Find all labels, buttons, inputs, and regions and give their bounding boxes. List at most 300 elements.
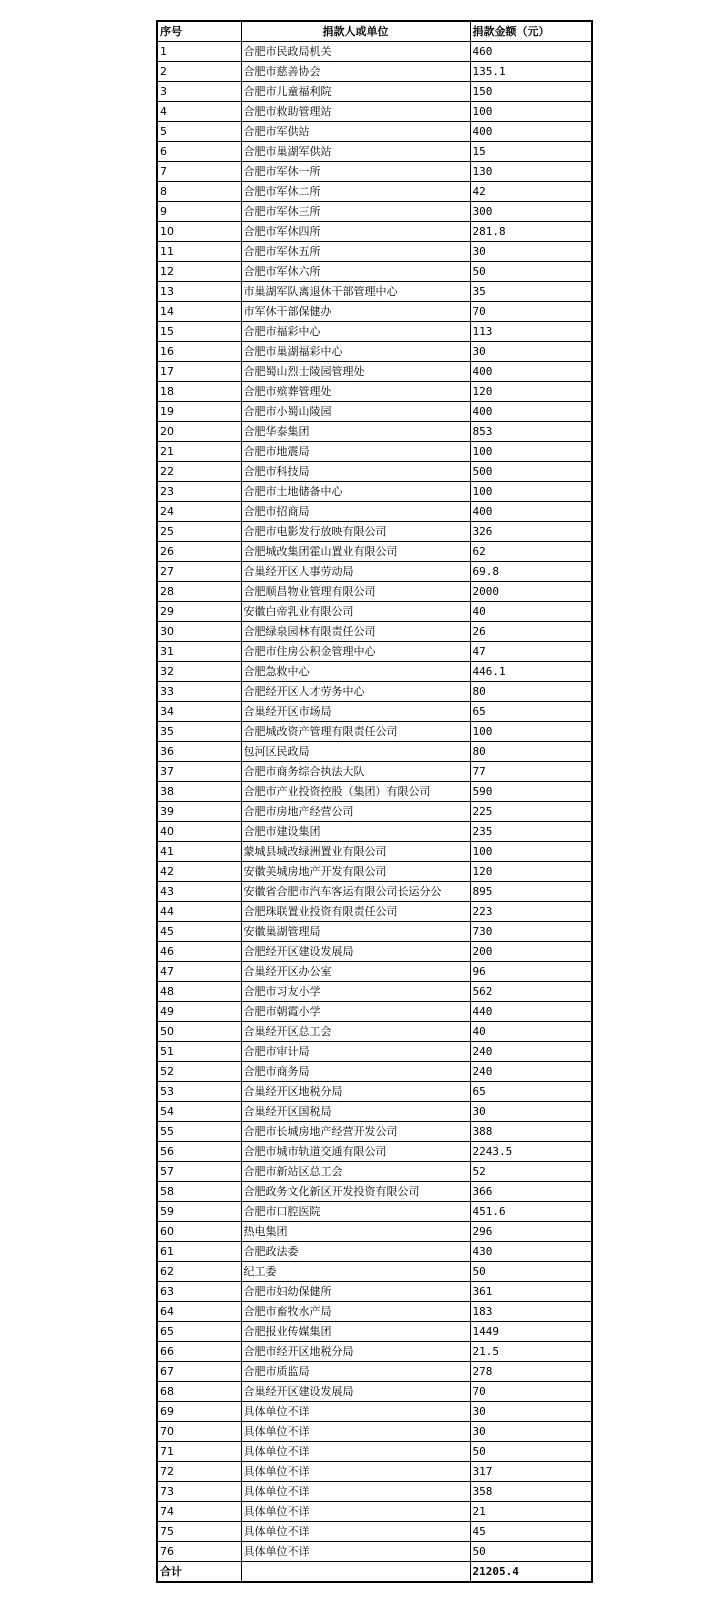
serial-number-cell: 76 — [157, 1542, 241, 1562]
donation-table — [156, 20, 593, 1583]
table-row — [157, 1382, 592, 1402]
serial-number-cell: 52 — [157, 1062, 241, 1082]
amount-cell: 52 — [470, 1162, 592, 1182]
table-row — [157, 662, 592, 682]
amount-cell: 100 — [470, 102, 592, 122]
amount-cell: 80 — [470, 682, 592, 702]
amount-cell: 120 — [470, 382, 592, 402]
table-row — [157, 1042, 592, 1062]
amount-cell: 100 — [470, 842, 592, 862]
table-row — [157, 622, 592, 642]
donor-name-cell: 合肥经开区人才劳务中心 — [241, 682, 470, 702]
header-serial-number: 序号 — [157, 21, 241, 42]
table-row — [157, 362, 592, 382]
donor-name-cell: 合肥市质监局 — [241, 1362, 470, 1382]
serial-number-cell: 25 — [157, 522, 241, 542]
serial-number-cell: 65 — [157, 1322, 241, 1342]
table-row — [157, 1282, 592, 1302]
donor-name-cell: 合肥市房地产经营公司 — [241, 802, 470, 822]
table-row — [157, 582, 592, 602]
donor-name-cell: 合肥市科技局 — [241, 462, 470, 482]
serial-number-cell: 72 — [157, 1462, 241, 1482]
table-row — [157, 842, 592, 862]
donor-name-cell: 合肥市招商局 — [241, 502, 470, 522]
serial-number-cell: 47 — [157, 962, 241, 982]
amount-cell: 130 — [470, 162, 592, 182]
serial-number-cell: 18 — [157, 382, 241, 402]
amount-cell: 96 — [470, 962, 592, 982]
serial-number-cell: 21 — [157, 442, 241, 462]
serial-number-cell: 42 — [157, 862, 241, 882]
serial-number-cell: 53 — [157, 1082, 241, 1102]
amount-cell: 30 — [470, 1422, 592, 1442]
table-row — [157, 1322, 592, 1342]
serial-number-cell: 68 — [157, 1382, 241, 1402]
amount-cell: 70 — [470, 302, 592, 322]
donor-name-cell: 安徽美城房地产开发有限公司 — [241, 862, 470, 882]
donor-name-cell: 具体单位不详 — [241, 1442, 470, 1462]
table-row — [157, 502, 592, 522]
amount-cell: 358 — [470, 1482, 592, 1502]
serial-number-cell: 12 — [157, 262, 241, 282]
amount-cell: 500 — [470, 462, 592, 482]
table-row — [157, 1062, 592, 1082]
donor-name-cell: 安徽巢湖管理局 — [241, 922, 470, 942]
amount-cell: 65 — [470, 702, 592, 722]
donor-name-cell: 合肥市巢湖福彩中心 — [241, 342, 470, 362]
table-row — [157, 322, 592, 342]
table-row — [157, 822, 592, 842]
serial-number-cell: 59 — [157, 1202, 241, 1222]
amount-cell: 45 — [470, 1522, 592, 1542]
amount-cell: 30 — [470, 1102, 592, 1122]
serial-number-cell: 58 — [157, 1182, 241, 1202]
serial-number-cell: 29 — [157, 602, 241, 622]
donor-name-cell: 合肥市救助管理站 — [241, 102, 470, 122]
serial-number-cell: 6 — [157, 142, 241, 162]
donor-name-cell: 合巢经开区办公室 — [241, 962, 470, 982]
donor-name-cell: 具体单位不详 — [241, 1522, 470, 1542]
donor-name-cell: 合肥市慈善协会 — [241, 62, 470, 82]
amount-cell: 296 — [470, 1222, 592, 1242]
amount-cell: 62 — [470, 542, 592, 562]
total-row — [157, 1562, 592, 1583]
donor-name-cell: 具体单位不详 — [241, 1502, 470, 1522]
serial-number-cell: 3 — [157, 82, 241, 102]
donor-name-cell: 合肥市审计局 — [241, 1042, 470, 1062]
donor-name-cell: 安徽白帝乳业有限公司 — [241, 602, 470, 622]
serial-number-cell: 40 — [157, 822, 241, 842]
donor-name-cell: 市军休干部保健办 — [241, 302, 470, 322]
serial-number-cell: 74 — [157, 1502, 241, 1522]
donor-name-cell: 合肥市殡葬管理处 — [241, 382, 470, 402]
table-row — [157, 1002, 592, 1022]
table-row — [157, 382, 592, 402]
amount-cell: 460 — [470, 42, 592, 62]
table-row — [157, 1022, 592, 1042]
table-row — [157, 1302, 592, 1322]
amount-cell: 400 — [470, 122, 592, 142]
amount-cell: 223 — [470, 902, 592, 922]
table-row — [157, 342, 592, 362]
serial-number-cell: 38 — [157, 782, 241, 802]
table-row — [157, 442, 592, 462]
serial-number-cell: 54 — [157, 1102, 241, 1122]
amount-cell: 400 — [470, 362, 592, 382]
amount-cell: 77 — [470, 762, 592, 782]
donor-name-cell: 市巢湖军队离退休干部管理中心 — [241, 282, 470, 302]
donor-name-cell: 合肥政务文化新区开发投资有限公司 — [241, 1182, 470, 1202]
donor-name-cell: 合肥珠联置业投资有限责任公司 — [241, 902, 470, 922]
serial-number-cell: 27 — [157, 562, 241, 582]
donor-name-cell: 合肥绿泉园林有限责任公司 — [241, 622, 470, 642]
serial-number-cell: 73 — [157, 1482, 241, 1502]
serial-number-cell: 32 — [157, 662, 241, 682]
serial-number-cell: 50 — [157, 1022, 241, 1042]
donor-name-cell: 合巢经开区建设发展局 — [241, 1382, 470, 1402]
amount-cell: 30 — [470, 1402, 592, 1422]
table-row — [157, 402, 592, 422]
table-row — [157, 1122, 592, 1142]
serial-number-cell: 75 — [157, 1522, 241, 1542]
table-row — [157, 262, 592, 282]
serial-number-cell: 35 — [157, 722, 241, 742]
table-body — [157, 42, 592, 1562]
amount-cell: 80 — [470, 742, 592, 762]
total-label: 合计 — [157, 1562, 241, 1583]
serial-number-cell: 51 — [157, 1042, 241, 1062]
amount-cell: 361 — [470, 1282, 592, 1302]
table-row — [157, 422, 592, 442]
amount-cell: 388 — [470, 1122, 592, 1142]
serial-number-cell: 20 — [157, 422, 241, 442]
serial-number-cell: 46 — [157, 942, 241, 962]
amount-cell: 281.8 — [470, 222, 592, 242]
donor-name-cell: 合肥市城市轨道交通有限公司 — [241, 1142, 470, 1162]
donor-name-cell: 具体单位不详 — [241, 1542, 470, 1562]
donor-name-cell: 具体单位不详 — [241, 1402, 470, 1422]
table-row — [157, 742, 592, 762]
amount-cell: 240 — [470, 1042, 592, 1062]
table-row — [157, 902, 592, 922]
header-row — [157, 21, 592, 42]
table-row — [157, 782, 592, 802]
table-row — [157, 102, 592, 122]
table-row — [157, 1522, 592, 1542]
donor-name-cell: 合肥经开区建设发展局 — [241, 942, 470, 962]
table-row — [157, 1362, 592, 1382]
table-row — [157, 542, 592, 562]
donor-name-cell: 合肥市军休四所 — [241, 222, 470, 242]
amount-cell: 440 — [470, 1002, 592, 1022]
amount-cell: 21 — [470, 1502, 592, 1522]
donor-name-cell: 合肥市军休二所 — [241, 182, 470, 202]
serial-number-cell: 13 — [157, 282, 241, 302]
donor-name-cell: 合肥市畜牧水产局 — [241, 1302, 470, 1322]
serial-number-cell: 56 — [157, 1142, 241, 1162]
donor-name-cell: 合肥市地震局 — [241, 442, 470, 462]
donor-name-cell: 合巢经开区国税局 — [241, 1102, 470, 1122]
table-row — [157, 802, 592, 822]
serial-number-cell: 15 — [157, 322, 241, 342]
header-donation-amount: 捐款金额（元） — [470, 21, 592, 42]
donor-name-cell: 合肥市民政局机关 — [241, 42, 470, 62]
table-row — [157, 182, 592, 202]
serial-number-cell: 9 — [157, 202, 241, 222]
amount-cell: 235 — [470, 822, 592, 842]
amount-cell: 135.1 — [470, 62, 592, 82]
table-row — [157, 1142, 592, 1162]
serial-number-cell: 11 — [157, 242, 241, 262]
donor-name-cell: 合肥市军休六所 — [241, 262, 470, 282]
amount-cell: 100 — [470, 442, 592, 462]
amount-cell: 113 — [470, 322, 592, 342]
amount-cell: 451.6 — [470, 1202, 592, 1222]
serial-number-cell: 28 — [157, 582, 241, 602]
donor-name-cell: 合肥市巢湖军供站 — [241, 142, 470, 162]
serial-number-cell: 17 — [157, 362, 241, 382]
serial-number-cell: 16 — [157, 342, 241, 362]
table-row — [157, 1242, 592, 1262]
serial-number-cell: 8 — [157, 182, 241, 202]
serial-number-cell: 64 — [157, 1302, 241, 1322]
donor-name-cell: 合肥政法委 — [241, 1242, 470, 1262]
table-row — [157, 942, 592, 962]
amount-cell: 317 — [470, 1462, 592, 1482]
amount-cell: 183 — [470, 1302, 592, 1322]
table-row — [157, 882, 592, 902]
amount-cell: 70 — [470, 1382, 592, 1402]
table-row — [157, 202, 592, 222]
table-row — [157, 1482, 592, 1502]
amount-cell: 200 — [470, 942, 592, 962]
serial-number-cell: 2 — [157, 62, 241, 82]
amount-cell: 730 — [470, 922, 592, 942]
amount-cell: 50 — [470, 1442, 592, 1462]
amount-cell: 590 — [470, 782, 592, 802]
amount-cell: 240 — [470, 1062, 592, 1082]
amount-cell: 1449 — [470, 1322, 592, 1342]
table-row — [157, 122, 592, 142]
donor-name-cell: 合肥市军休三所 — [241, 202, 470, 222]
serial-number-cell: 43 — [157, 882, 241, 902]
table-row — [157, 722, 592, 742]
table-row — [157, 922, 592, 942]
amount-cell: 400 — [470, 502, 592, 522]
amount-cell: 65 — [470, 1082, 592, 1102]
serial-number-cell: 48 — [157, 982, 241, 1002]
serial-number-cell: 4 — [157, 102, 241, 122]
amount-cell: 430 — [470, 1242, 592, 1262]
serial-number-cell: 33 — [157, 682, 241, 702]
donor-name-cell: 合巢经开区人事劳动局 — [241, 562, 470, 582]
donor-name-cell: 合肥城改集团霍山置业有限公司 — [241, 542, 470, 562]
table-row — [157, 462, 592, 482]
donor-name-cell: 合肥市新站区总工会 — [241, 1162, 470, 1182]
donor-name-cell: 合肥市朝霞小学 — [241, 1002, 470, 1022]
donor-name-cell: 合肥华泰集团 — [241, 422, 470, 442]
table-row — [157, 562, 592, 582]
amount-cell: 446.1 — [470, 662, 592, 682]
serial-number-cell: 57 — [157, 1162, 241, 1182]
serial-number-cell: 67 — [157, 1362, 241, 1382]
serial-number-cell: 14 — [157, 302, 241, 322]
serial-number-cell: 19 — [157, 402, 241, 422]
serial-number-cell: 66 — [157, 1342, 241, 1362]
amount-cell: 895 — [470, 882, 592, 902]
donor-name-cell: 合肥市小蜀山陵园 — [241, 402, 470, 422]
table-row — [157, 1262, 592, 1282]
amount-cell: 225 — [470, 802, 592, 822]
table-row — [157, 1202, 592, 1222]
donor-name-cell: 合肥市妇幼保健所 — [241, 1282, 470, 1302]
donor-name-cell: 合巢经开区地税分局 — [241, 1082, 470, 1102]
serial-number-cell: 7 — [157, 162, 241, 182]
amount-cell: 30 — [470, 342, 592, 362]
amount-cell: 15 — [470, 142, 592, 162]
amount-cell: 69.8 — [470, 562, 592, 582]
serial-number-cell: 55 — [157, 1122, 241, 1142]
donor-name-cell: 合肥市建设集团 — [241, 822, 470, 842]
table-row — [157, 302, 592, 322]
table-row — [157, 1402, 592, 1422]
amount-cell: 26 — [470, 622, 592, 642]
header-donor-name: 捐款人或单位 — [241, 21, 470, 42]
table-row — [157, 1442, 592, 1462]
amount-cell: 30 — [470, 242, 592, 262]
serial-number-cell: 10 — [157, 222, 241, 242]
donor-name-cell: 合肥市经开区地税分局 — [241, 1342, 470, 1362]
donor-name-cell: 合肥急救中心 — [241, 662, 470, 682]
amount-cell: 300 — [470, 202, 592, 222]
serial-number-cell: 1 — [157, 42, 241, 62]
table-row — [157, 482, 592, 502]
donor-name-cell: 合肥市军休五所 — [241, 242, 470, 262]
amount-cell: 2243.5 — [470, 1142, 592, 1162]
serial-number-cell: 61 — [157, 1242, 241, 1262]
serial-number-cell: 62 — [157, 1262, 241, 1282]
donor-name-cell: 纪工委 — [241, 1262, 470, 1282]
amount-cell: 21.5 — [470, 1342, 592, 1362]
donor-name-cell: 合肥市军供站 — [241, 122, 470, 142]
donor-name-cell: 合肥市产业投资控股（集团）有限公司 — [241, 782, 470, 802]
donor-name-cell: 合肥顺昌物业管理有限公司 — [241, 582, 470, 602]
table-row — [157, 142, 592, 162]
table-row — [157, 1102, 592, 1122]
serial-number-cell: 37 — [157, 762, 241, 782]
table-row — [157, 522, 592, 542]
donor-name-cell: 合肥市口腔医院 — [241, 1202, 470, 1222]
serial-number-cell: 71 — [157, 1442, 241, 1462]
table-footer — [157, 1562, 592, 1583]
serial-number-cell: 34 — [157, 702, 241, 722]
amount-cell: 100 — [470, 482, 592, 502]
donor-name-cell: 包河区民政局 — [241, 742, 470, 762]
amount-cell: 40 — [470, 1022, 592, 1042]
amount-cell: 2000 — [470, 582, 592, 602]
table-row — [157, 1542, 592, 1562]
table-row — [157, 82, 592, 102]
table-row — [157, 642, 592, 662]
donor-name-cell: 热电集团 — [241, 1222, 470, 1242]
table-row — [157, 162, 592, 182]
table-row — [157, 1342, 592, 1362]
table-row — [157, 42, 592, 62]
amount-cell: 326 — [470, 522, 592, 542]
table-row — [157, 982, 592, 1002]
donor-name-cell: 合肥城改资产管理有限责任公司 — [241, 722, 470, 742]
serial-number-cell: 60 — [157, 1222, 241, 1242]
serial-number-cell: 31 — [157, 642, 241, 662]
donor-name-cell: 合肥市商务局 — [241, 1062, 470, 1082]
serial-number-cell: 30 — [157, 622, 241, 642]
table-row — [157, 1082, 592, 1102]
table-header — [157, 21, 592, 42]
amount-cell: 50 — [470, 1542, 592, 1562]
total-empty-cell — [241, 1562, 470, 1583]
serial-number-cell: 44 — [157, 902, 241, 922]
serial-number-cell: 23 — [157, 482, 241, 502]
serial-number-cell: 70 — [157, 1422, 241, 1442]
table-row — [157, 1462, 592, 1482]
serial-number-cell: 49 — [157, 1002, 241, 1022]
amount-cell: 47 — [470, 642, 592, 662]
table-row — [157, 702, 592, 722]
serial-number-cell: 45 — [157, 922, 241, 942]
donor-name-cell: 具体单位不详 — [241, 1482, 470, 1502]
serial-number-cell: 24 — [157, 502, 241, 522]
donor-name-cell: 合巢经开区市场局 — [241, 702, 470, 722]
donor-name-cell: 合肥市土地储备中心 — [241, 482, 470, 502]
amount-cell: 278 — [470, 1362, 592, 1382]
donor-name-cell: 合肥市商务综合执法大队 — [241, 762, 470, 782]
serial-number-cell: 69 — [157, 1402, 241, 1422]
table-row — [157, 242, 592, 262]
amount-cell: 853 — [470, 422, 592, 442]
amount-cell: 50 — [470, 1262, 592, 1282]
table-row — [157, 1162, 592, 1182]
donor-name-cell: 具体单位不详 — [241, 1422, 470, 1442]
table-row — [157, 1502, 592, 1522]
table-row — [157, 602, 592, 622]
amount-cell: 150 — [470, 82, 592, 102]
amount-cell: 42 — [470, 182, 592, 202]
amount-cell: 50 — [470, 262, 592, 282]
serial-number-cell: 26 — [157, 542, 241, 562]
serial-number-cell: 5 — [157, 122, 241, 142]
amount-cell: 120 — [470, 862, 592, 882]
serial-number-cell: 63 — [157, 1282, 241, 1302]
donor-name-cell: 合肥蜀山烈士陵园管理处 — [241, 362, 470, 382]
donor-name-cell: 合肥市电影发行放映有限公司 — [241, 522, 470, 542]
amount-cell: 100 — [470, 722, 592, 742]
table-row — [157, 962, 592, 982]
donor-name-cell: 合肥市住房公积金管理中心 — [241, 642, 470, 662]
amount-cell: 40 — [470, 602, 592, 622]
table-row — [157, 1182, 592, 1202]
table-row — [157, 1422, 592, 1442]
donor-name-cell: 合肥市长城房地产经营开发公司 — [241, 1122, 470, 1142]
amount-cell: 35 — [470, 282, 592, 302]
table-row — [157, 62, 592, 82]
donor-name-cell: 合肥报业传媒集团 — [241, 1322, 470, 1342]
table-row — [157, 282, 592, 302]
donor-name-cell: 合肥市习友小学 — [241, 982, 470, 1002]
total-amount: 21205.4 — [470, 1562, 592, 1583]
serial-number-cell: 41 — [157, 842, 241, 862]
donor-name-cell: 合肥市儿童福利院 — [241, 82, 470, 102]
table-row — [157, 1222, 592, 1242]
